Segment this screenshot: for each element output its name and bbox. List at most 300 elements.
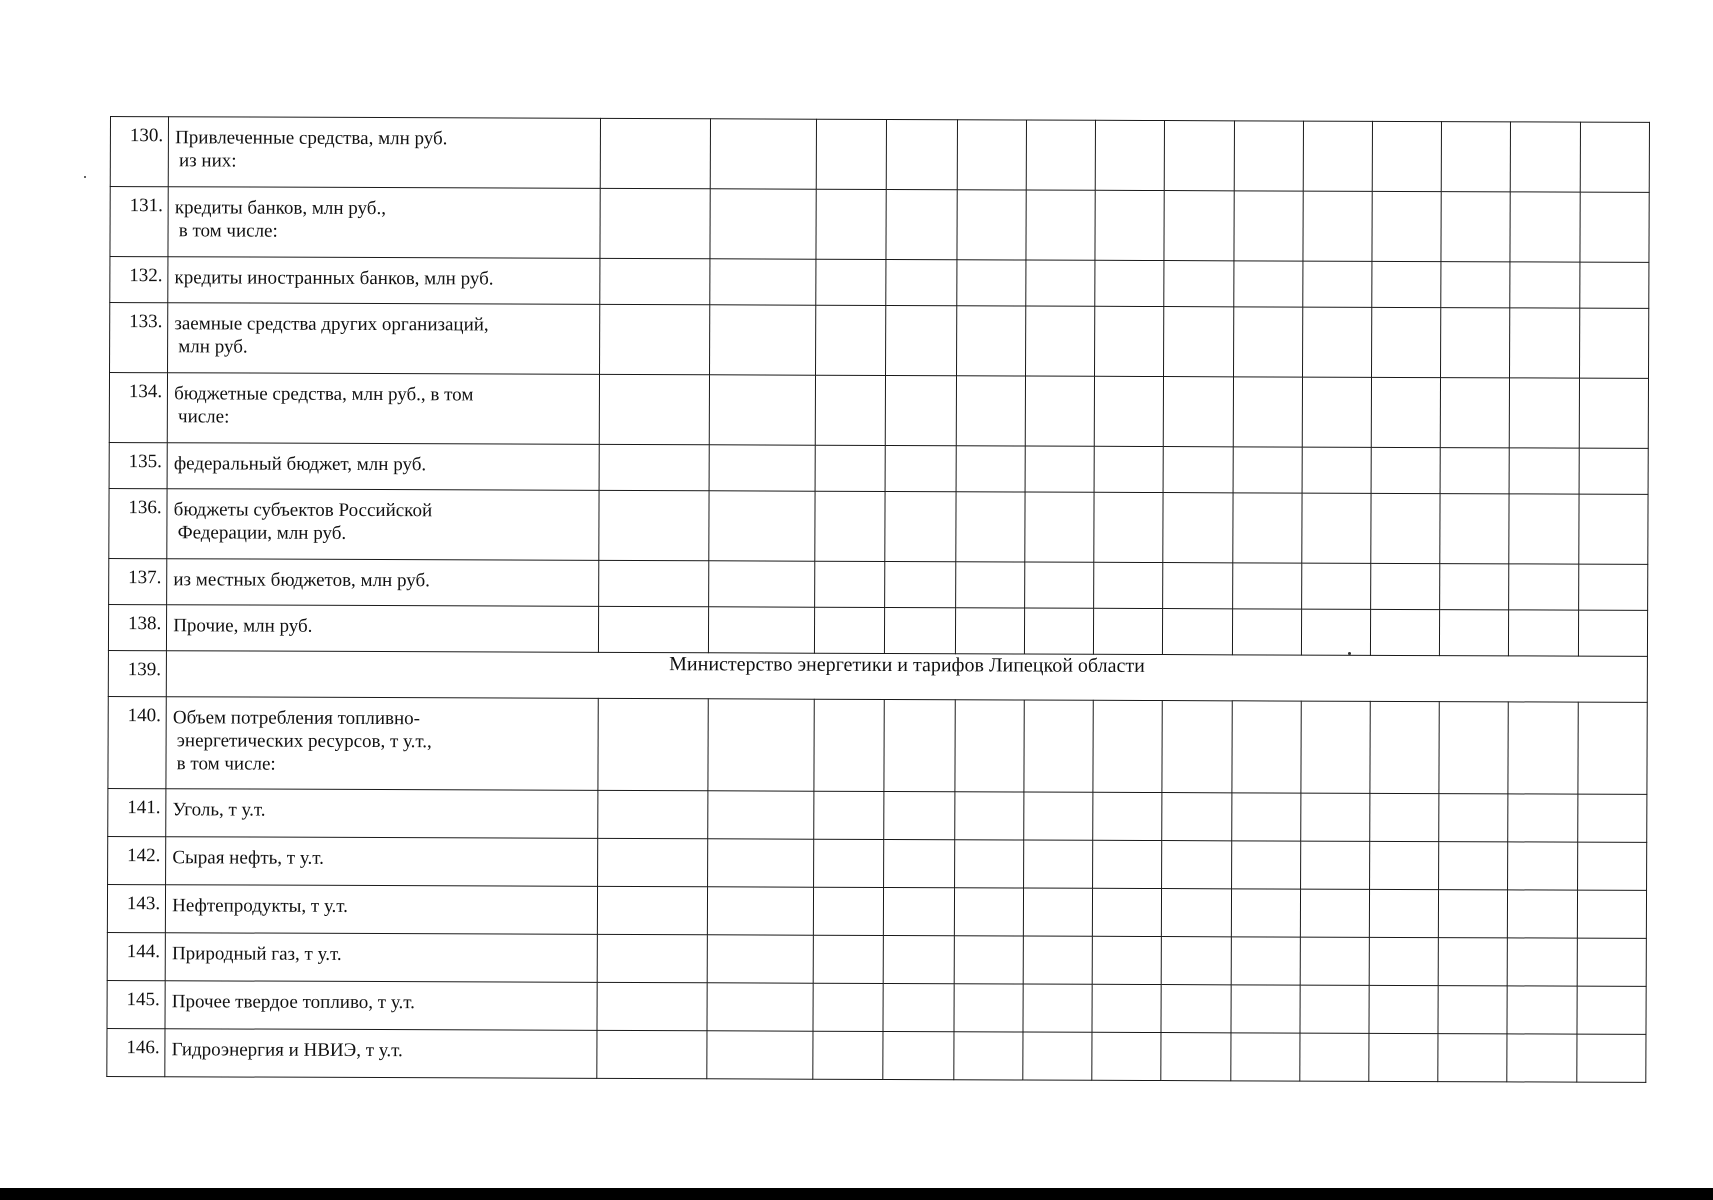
value-cell[interactable]	[1232, 609, 1301, 655]
value-cell[interactable]	[707, 887, 814, 935]
row-label	[167, 373, 599, 445]
row-label-line: федеральный бюджет, млн руб.	[173, 453, 427, 476]
value-cell[interactable]	[1507, 986, 1576, 1034]
value-cell[interactable]	[1510, 378, 1579, 448]
value-cell[interactable]	[1510, 262, 1579, 308]
value-cell[interactable]	[1025, 446, 1094, 492]
value-cell[interactable]	[1438, 938, 1507, 986]
value-cell[interactable]	[1094, 376, 1163, 446]
value-cell[interactable]	[1370, 793, 1439, 841]
value-cell[interactable]	[598, 490, 709, 560]
value-cell[interactable]	[884, 887, 954, 935]
row-label	[166, 885, 598, 935]
value-cell[interactable]	[1578, 494, 1648, 564]
value-cell[interactable]	[1092, 888, 1161, 936]
value-cell[interactable]	[1578, 564, 1648, 610]
value-cell[interactable]	[707, 983, 814, 1031]
table-row	[108, 696, 1647, 794]
value-cell[interactable]	[598, 560, 709, 606]
row-number: 137.	[109, 558, 167, 604]
row-label	[167, 489, 599, 561]
value-cell[interactable]	[1300, 889, 1369, 937]
value-cell[interactable]	[885, 491, 955, 561]
value-cell[interactable]	[886, 305, 956, 375]
value-cell[interactable]	[598, 606, 709, 652]
value-cell[interactable]	[1164, 191, 1233, 261]
value-cell[interactable]	[710, 119, 817, 189]
value-cell[interactable]	[1508, 938, 1577, 986]
value-cell[interactable]	[954, 1032, 1023, 1080]
value-cell[interactable]	[1300, 1033, 1369, 1081]
scan-speck	[84, 176, 86, 178]
row-label-line: из них:	[178, 150, 237, 172]
value-cell[interactable]	[1025, 376, 1094, 446]
value-cell[interactable]	[885, 607, 955, 653]
row-label-line: Объем потребления топливно-	[172, 707, 421, 730]
value-cell[interactable]	[1023, 936, 1092, 984]
value-cell[interactable]	[1577, 794, 1647, 842]
value-cell[interactable]	[1370, 701, 1440, 793]
value-cell[interactable]	[1440, 494, 1509, 564]
row-number: 133.	[110, 303, 168, 373]
row-label-line: энергетических ресурсов, т у.т.,	[176, 730, 432, 753]
value-cell[interactable]	[1301, 563, 1370, 609]
table-row	[107, 884, 1646, 938]
row-label-line: Нефтепродукты, т у.т.	[172, 895, 348, 917]
value-cell[interactable]	[954, 792, 1023, 840]
value-cell[interactable]	[1509, 564, 1578, 610]
value-cell[interactable]	[1508, 794, 1577, 842]
value-cell[interactable]	[816, 259, 886, 305]
row-number: 141.	[108, 788, 166, 836]
value-cell[interactable]	[883, 1031, 953, 1079]
value-cell[interactable]	[1440, 564, 1509, 610]
value-cell[interactable]	[1232, 563, 1301, 609]
value-cell[interactable]	[1165, 121, 1234, 191]
value-cell[interactable]	[1577, 890, 1647, 938]
value-cell[interactable]	[813, 935, 883, 983]
table-row	[107, 932, 1646, 986]
value-cell[interactable]	[1441, 192, 1510, 262]
row-label-line: заемные средства других организаций,	[174, 313, 489, 336]
row-number: 139.	[108, 650, 166, 696]
row-label	[166, 837, 598, 887]
row-label	[167, 559, 599, 607]
value-cell[interactable]	[1093, 792, 1162, 840]
value-cell[interactable]	[1023, 984, 1092, 1032]
row-number: 144.	[107, 932, 165, 980]
value-cell[interactable]	[954, 984, 1023, 1032]
value-cell[interactable]	[816, 189, 886, 259]
value-cell[interactable]	[1440, 610, 1509, 656]
value-cell[interactable]	[955, 562, 1024, 608]
value-cell[interactable]	[1577, 986, 1647, 1034]
value-cell[interactable]	[1231, 793, 1300, 841]
value-cell[interactable]	[887, 119, 957, 189]
row-number: 136.	[109, 488, 167, 558]
value-cell[interactable]	[1094, 562, 1163, 608]
value-cell[interactable]	[1025, 492, 1094, 562]
value-cell[interactable]	[1301, 609, 1370, 655]
row-number: 138.	[108, 604, 166, 650]
value-cell[interactable]	[1162, 937, 1231, 985]
value-cell[interactable]	[1023, 840, 1092, 888]
row-number: 145.	[107, 980, 165, 1028]
value-cell[interactable]	[1370, 841, 1439, 889]
row-label	[167, 605, 599, 653]
value-cell[interactable]	[1026, 120, 1095, 190]
value-cell[interactable]	[955, 700, 1025, 792]
value-cell[interactable]	[1510, 448, 1579, 494]
row-label	[168, 257, 600, 305]
value-cell[interactable]	[1233, 261, 1302, 307]
value-cell[interactable]	[1161, 1033, 1230, 1081]
value-cell[interactable]	[1162, 889, 1231, 937]
value-cell[interactable]	[1372, 191, 1441, 261]
value-cell[interactable]	[1577, 938, 1647, 986]
value-cell[interactable]	[1369, 937, 1438, 985]
value-cell[interactable]	[954, 888, 1023, 936]
table-row	[110, 187, 1649, 263]
value-cell[interactable]	[1439, 842, 1508, 890]
value-cell[interactable]	[1441, 122, 1510, 192]
value-cell[interactable]	[813, 983, 883, 1031]
value-cell[interactable]	[1025, 306, 1094, 376]
value-cell[interactable]	[1511, 122, 1580, 192]
value-cell[interactable]	[885, 561, 955, 607]
value-cell[interactable]	[1509, 494, 1578, 564]
value-cell[interactable]	[814, 839, 884, 887]
value-cell[interactable]	[707, 935, 814, 983]
value-cell[interactable]	[1161, 985, 1230, 1033]
row-label-line: Привлеченные средства, млн руб.	[175, 127, 448, 150]
table-row	[108, 836, 1647, 890]
value-cell[interactable]	[1233, 307, 1302, 377]
value-cell[interactable]	[816, 119, 886, 189]
value-cell[interactable]	[1508, 842, 1577, 890]
row-number: 142.	[108, 836, 166, 884]
value-cell[interactable]	[1508, 702, 1578, 794]
table-row	[108, 604, 1647, 656]
value-cell[interactable]	[1095, 306, 1164, 376]
value-cell[interactable]	[1300, 985, 1369, 1033]
value-cell[interactable]	[1302, 447, 1371, 493]
value-cell[interactable]	[1164, 261, 1233, 307]
value-cell[interactable]	[815, 561, 885, 607]
value-cell[interactable]	[1302, 493, 1371, 563]
value-cell[interactable]	[1026, 260, 1095, 306]
value-cell[interactable]	[956, 306, 1025, 376]
value-cell[interactable]	[957, 120, 1026, 190]
value-cell[interactable]	[1510, 308, 1579, 378]
value-cell[interactable]	[1023, 1032, 1092, 1080]
row-label	[165, 933, 597, 983]
value-cell[interactable]	[886, 259, 956, 305]
value-cell[interactable]	[815, 491, 885, 561]
row-number: 130.	[110, 117, 168, 187]
table-row	[109, 558, 1648, 610]
value-cell[interactable]	[1371, 377, 1440, 447]
value-cell[interactable]	[955, 492, 1024, 562]
value-cell[interactable]	[884, 699, 955, 791]
table-row	[109, 373, 1648, 449]
value-cell[interactable]	[709, 375, 816, 445]
value-cell[interactable]	[1580, 192, 1650, 262]
value-cell[interactable]	[599, 444, 710, 490]
value-cell[interactable]	[1372, 121, 1441, 191]
row-label-line: кредиты банков, млн руб.,	[174, 197, 387, 220]
value-cell[interactable]	[1024, 792, 1093, 840]
value-cell[interactable]	[1231, 841, 1300, 889]
table-row	[109, 488, 1648, 564]
value-cell[interactable]	[1303, 191, 1372, 261]
value-cell[interactable]	[600, 188, 711, 258]
value-cell[interactable]	[1579, 378, 1649, 448]
value-cell[interactable]	[1232, 493, 1301, 563]
value-cell[interactable]	[815, 445, 885, 491]
row-number: 134.	[109, 373, 167, 443]
value-cell[interactable]	[816, 305, 886, 375]
value-cell[interactable]	[954, 840, 1023, 888]
value-cell[interactable]	[884, 935, 954, 983]
row-label-line: Прочие, млн руб.	[173, 615, 313, 637]
table-row	[107, 1028, 1646, 1082]
value-cell[interactable]	[1094, 608, 1163, 654]
value-cell[interactable]	[1371, 493, 1440, 563]
value-cell[interactable]	[1092, 936, 1161, 984]
value-cell[interactable]	[597, 790, 708, 838]
value-cell[interactable]	[709, 491, 816, 561]
value-cell[interactable]	[710, 189, 817, 259]
value-cell[interactable]	[1576, 1034, 1646, 1082]
value-cell[interactable]	[1372, 307, 1441, 377]
value-cell[interactable]	[1164, 307, 1233, 377]
value-cell[interactable]	[1231, 937, 1300, 985]
row-label-line: бюджетные средства, млн руб., в том	[174, 383, 474, 406]
value-cell[interactable]	[884, 839, 954, 887]
value-cell[interactable]	[1438, 986, 1507, 1034]
value-cell[interactable]	[597, 886, 708, 934]
value-cell[interactable]	[708, 699, 815, 791]
row-number: 143.	[107, 884, 165, 932]
value-cell[interactable]	[1302, 377, 1371, 447]
value-cell[interactable]	[1163, 493, 1232, 563]
value-cell[interactable]	[813, 1031, 883, 1079]
value-cell[interactable]	[1026, 190, 1095, 260]
value-cell[interactable]	[1440, 378, 1509, 448]
row-label-line: Федерации, млн руб.	[177, 522, 347, 544]
value-cell[interactable]	[1092, 1032, 1161, 1080]
value-cell[interactable]	[1231, 889, 1300, 937]
value-cell[interactable]	[1579, 262, 1649, 308]
row-label-line: числе:	[177, 406, 230, 428]
value-cell[interactable]	[883, 983, 953, 1031]
value-cell[interactable]	[1233, 377, 1302, 447]
value-cell[interactable]	[1094, 446, 1163, 492]
row-label	[166, 789, 598, 839]
value-cell[interactable]	[1233, 447, 1302, 493]
value-cell[interactable]	[1234, 191, 1303, 261]
value-cell[interactable]	[596, 1030, 707, 1078]
value-cell[interactable]	[1234, 121, 1303, 191]
row-label	[168, 303, 600, 375]
value-cell[interactable]	[814, 887, 884, 935]
row-number: 146.	[107, 1028, 165, 1076]
row-number: 140.	[108, 696, 167, 788]
row-label	[168, 187, 600, 259]
value-cell[interactable]	[597, 698, 708, 790]
row-label-line: в том числе:	[178, 220, 278, 242]
row-label-line: Сырая нефть, т у.т.	[172, 847, 324, 869]
value-cell[interactable]	[1301, 793, 1370, 841]
value-cell[interactable]	[1095, 260, 1164, 306]
row-number: 132.	[110, 257, 168, 303]
value-cell[interactable]	[597, 838, 708, 886]
value-cell[interactable]	[1439, 794, 1508, 842]
value-cell[interactable]	[599, 304, 710, 374]
value-cell[interactable]	[1439, 890, 1508, 938]
value-cell[interactable]	[1579, 448, 1649, 494]
indicator-table	[106, 116, 1650, 1083]
value-cell[interactable]	[1231, 985, 1300, 1033]
value-cell[interactable]	[1303, 261, 1372, 307]
value-cell[interactable]	[1438, 1034, 1507, 1082]
row-label-line: млн руб.	[178, 336, 248, 358]
value-cell[interactable]	[1093, 840, 1162, 888]
value-cell[interactable]	[710, 259, 817, 305]
value-cell[interactable]	[816, 375, 886, 445]
value-cell[interactable]	[1369, 985, 1438, 1033]
scan-bottom-edge	[0, 1188, 1713, 1200]
value-cell[interactable]	[1303, 121, 1372, 191]
value-cell[interactable]	[1441, 308, 1510, 378]
value-cell[interactable]	[956, 446, 1025, 492]
value-cell[interactable]	[708, 607, 815, 653]
value-cell[interactable]	[1163, 447, 1232, 493]
table-row	[110, 117, 1649, 193]
row-label	[168, 117, 600, 189]
value-cell[interactable]	[1023, 888, 1092, 936]
value-cell[interactable]	[815, 607, 885, 653]
row-label-line: Прочее твердое топливо, т у.т.	[171, 991, 415, 1014]
value-cell[interactable]	[1163, 609, 1232, 655]
value-cell[interactable]	[1231, 701, 1301, 793]
value-cell[interactable]	[1301, 701, 1371, 793]
value-cell[interactable]	[886, 375, 956, 445]
value-cell[interactable]	[1508, 890, 1577, 938]
value-cell[interactable]	[1095, 190, 1164, 260]
value-cell[interactable]	[1440, 448, 1509, 494]
value-cell[interactable]	[1162, 841, 1231, 889]
value-cell[interactable]	[886, 445, 956, 491]
value-cell[interactable]	[708, 791, 815, 839]
value-cell[interactable]	[1580, 122, 1650, 192]
row-label-line: Гидроэнергия и НВИЭ, т у.т.	[171, 1039, 403, 1062]
row-label	[165, 981, 597, 1031]
value-cell[interactable]	[709, 561, 816, 607]
value-cell[interactable]	[1024, 608, 1093, 654]
value-cell[interactable]	[814, 791, 884, 839]
table-row	[109, 442, 1648, 494]
value-cell[interactable]	[956, 260, 1025, 306]
table-row	[110, 257, 1649, 309]
value-cell[interactable]	[600, 118, 711, 188]
table-row	[108, 650, 1647, 702]
table-body	[107, 117, 1650, 1083]
value-cell[interactable]	[1300, 937, 1369, 985]
value-cell[interactable]	[597, 934, 708, 982]
value-cell[interactable]	[1578, 702, 1648, 794]
value-cell[interactable]	[956, 376, 1025, 446]
value-cell[interactable]	[886, 189, 956, 259]
value-cell[interactable]	[1094, 492, 1163, 562]
row-label-line: Природный газ, т у.т.	[171, 943, 342, 965]
table-row	[107, 980, 1646, 1034]
value-cell[interactable]	[1371, 563, 1440, 609]
row-label	[166, 697, 598, 791]
value-cell[interactable]	[1579, 308, 1649, 378]
value-cell[interactable]	[1372, 261, 1441, 307]
value-cell[interactable]	[1024, 700, 1094, 792]
value-cell[interactable]	[1371, 447, 1440, 493]
value-cell[interactable]	[599, 374, 710, 444]
value-cell[interactable]	[1509, 610, 1578, 656]
value-cell[interactable]	[954, 936, 1023, 984]
value-cell[interactable]	[709, 305, 816, 375]
value-cell[interactable]	[1369, 889, 1438, 937]
value-cell[interactable]	[1093, 700, 1163, 792]
value-cell[interactable]	[1441, 262, 1510, 308]
value-cell[interactable]	[1369, 1033, 1438, 1081]
value-cell[interactable]	[884, 791, 954, 839]
value-cell[interactable]	[1300, 841, 1369, 889]
row-label	[165, 1029, 597, 1079]
table-row	[110, 303, 1649, 379]
value-cell[interactable]	[1302, 307, 1371, 377]
value-cell[interactable]	[1510, 192, 1579, 262]
scan-speck	[1348, 652, 1351, 655]
value-cell[interactable]	[1577, 842, 1647, 890]
value-cell[interactable]	[709, 445, 816, 491]
value-cell[interactable]	[1163, 563, 1232, 609]
value-cell[interactable]	[1578, 610, 1648, 656]
value-cell[interactable]	[1370, 609, 1439, 655]
row-label-line: бюджеты субъектов Российской	[173, 499, 433, 522]
value-cell[interactable]	[1162, 793, 1231, 841]
value-cell[interactable]	[957, 190, 1026, 260]
value-cell[interactable]	[814, 699, 885, 791]
value-cell[interactable]	[1025, 562, 1094, 608]
value-cell[interactable]	[1439, 702, 1509, 794]
value-cell[interactable]	[955, 608, 1024, 654]
value-cell[interactable]	[707, 839, 814, 887]
row-label-line: в том числе:	[176, 753, 276, 775]
value-cell[interactable]	[597, 982, 708, 1030]
value-cell[interactable]	[1095, 120, 1164, 190]
value-cell[interactable]	[1162, 701, 1232, 793]
value-cell[interactable]	[1164, 377, 1233, 447]
row-label-line: Уголь, т у.т.	[172, 799, 266, 821]
table-row	[108, 788, 1647, 842]
row-label	[167, 443, 599, 491]
row-label-line: кредиты иностранных банков, млн руб.	[174, 267, 494, 290]
value-cell[interactable]	[1507, 1034, 1576, 1082]
value-cell[interactable]	[599, 258, 710, 304]
value-cell[interactable]	[1092, 984, 1161, 1032]
value-cell[interactable]	[707, 1031, 814, 1079]
value-cell[interactable]	[1230, 1033, 1299, 1081]
row-number: 131.	[110, 187, 168, 257]
